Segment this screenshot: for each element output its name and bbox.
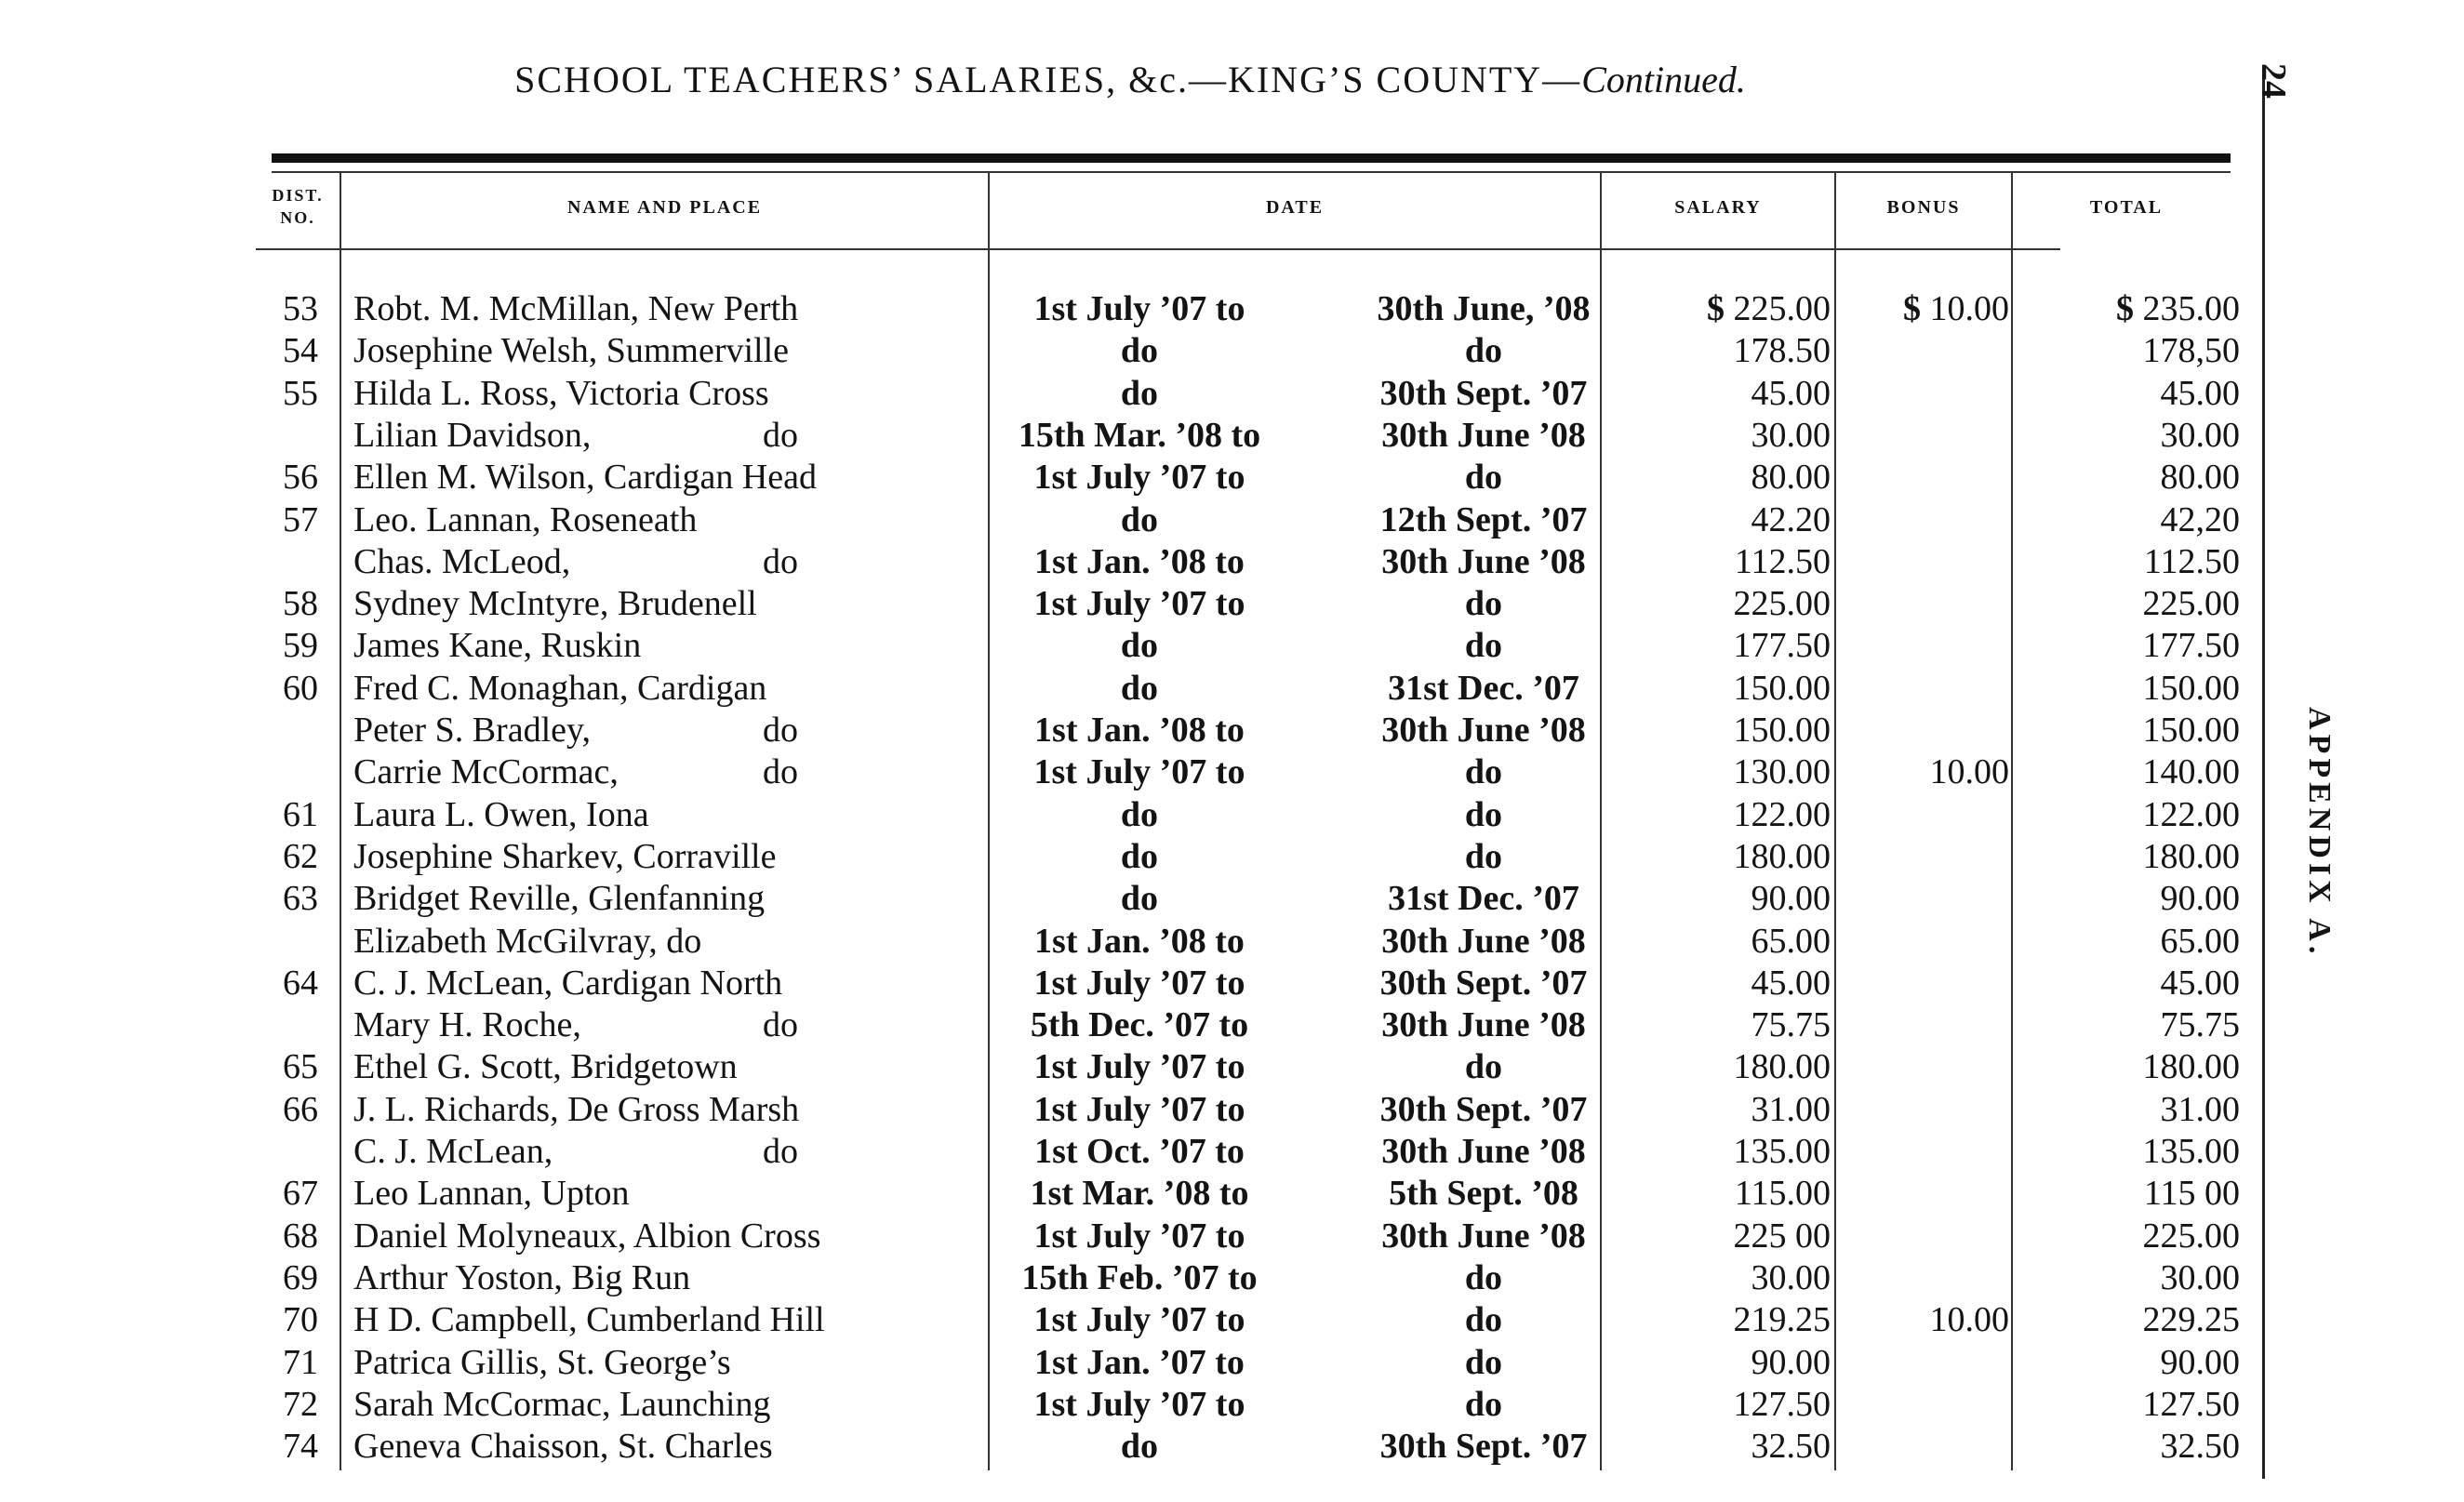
salary-cell: 219.25 — [1733, 1300, 1831, 1340]
date-to-cell: do — [1464, 752, 1503, 792]
dist-no-cell: 65 — [283, 1047, 318, 1087]
salary-cell: 32.50 — [1751, 1427, 1831, 1467]
salary-cell: 150.00 — [1733, 668, 1831, 708]
total-cell: 65.00 — [2160, 921, 2240, 961]
total-cell: $ 235.00 — [2116, 289, 2240, 328]
table-row — [0, 1089, 2260, 1131]
place-ditto-cell: do — [763, 1005, 798, 1045]
bonus-cell: $ 10.00 — [1903, 289, 2009, 328]
dist-no-cell: 60 — [283, 668, 318, 708]
date-from-cell: 1st July ’07 to — [1033, 458, 1245, 498]
table-row — [0, 1173, 2260, 1215]
date-from-cell: 1st July ’07 to — [1033, 963, 1245, 1003]
date-from-cell: 1st July ’07 to — [1033, 752, 1245, 792]
total-cell: 122.00 — [2142, 794, 2240, 834]
date-from-cell: 1st July ’07 to — [1033, 289, 1245, 328]
name-cell: Robt. M. McMillan, New Perth — [353, 289, 799, 328]
name-cell: Laura L. Owen, Iona — [353, 794, 649, 834]
table-row — [0, 751, 2260, 793]
date-from-cell: 1st Jan. ’08 to — [1034, 711, 1245, 750]
table-row — [0, 583, 2260, 625]
salary-cell: 30.00 — [1751, 415, 1831, 455]
page-title-continued: Continued. — [1581, 59, 1746, 100]
dist-no-cell: 67 — [283, 1174, 318, 1214]
date-to-cell: 30th June ’08 — [1381, 415, 1586, 455]
date-to-cell: 30th Sept. ’07 — [1379, 1089, 1588, 1129]
total-cell: 45.00 — [2160, 963, 2240, 1003]
name-cell: Chas. McLeod, — [353, 541, 571, 581]
dist-no-cell: 69 — [283, 1257, 318, 1297]
salary-cell: 180.00 — [1733, 1047, 1831, 1087]
salary-cell: 178.50 — [1733, 331, 1831, 371]
dist-no-cell: 54 — [283, 331, 318, 371]
name-cell: Peter S. Bradley, — [353, 711, 592, 750]
dist-no-cell: 55 — [283, 373, 318, 413]
name-cell: Ellen M. Wilson, Cardigan Head — [353, 458, 818, 498]
total-cell: 30.00 — [2160, 1257, 2240, 1297]
name-cell: Hilda L. Ross, Victoria Cross — [353, 373, 769, 413]
place-ditto-cell: do — [763, 711, 798, 750]
date-to-cell: 30th June ’08 — [1381, 541, 1586, 581]
date-from-cell: 5th Dec. ’07 to — [1030, 1005, 1249, 1045]
table-row — [0, 710, 2260, 751]
dist-no-cell: 66 — [283, 1089, 318, 1129]
total-cell: 135.00 — [2142, 1132, 2240, 1171]
total-cell: 177.50 — [2142, 626, 2240, 666]
table-row — [0, 1046, 2260, 1088]
name-cell: Arthur Yoston, Big Run — [353, 1257, 691, 1297]
appendix-label: APPENDIX A. — [2302, 707, 2337, 959]
salary-cell: 90.00 — [1751, 1342, 1831, 1382]
date-to-cell: do — [1464, 331, 1503, 371]
name-cell: Geneva Chaisson, St. Charles — [353, 1427, 773, 1467]
date-to-cell: 30th Sept. ’07 — [1379, 373, 1588, 413]
table-row — [0, 836, 2260, 878]
dist-no-cell: 56 — [283, 458, 318, 498]
name-cell: Elizabeth McGilvray, do — [353, 921, 702, 961]
total-cell: 90.00 — [2160, 879, 2240, 919]
name-cell: Sarah McCormac, Launching — [353, 1384, 771, 1424]
table-row — [0, 921, 2260, 963]
header-total: TOTAL — [2089, 197, 2164, 218]
total-cell: 75.75 — [2160, 1005, 2240, 1045]
table-row — [0, 330, 2260, 372]
table-row — [0, 794, 2260, 836]
total-cell: 80.00 — [2160, 458, 2240, 498]
name-cell: Mary H. Roche, — [353, 1005, 581, 1045]
name-cell: Leo Lannan, Upton — [353, 1174, 630, 1214]
date-from-cell: 15th Feb. ’07 to — [1021, 1257, 1258, 1297]
date-from-cell: 1st July ’07 to — [1033, 1047, 1245, 1087]
salary-cell: 177.50 — [1733, 626, 1831, 666]
date-to-cell: 30th Sept. ’07 — [1379, 1427, 1588, 1467]
salary-cell: 122.00 — [1733, 794, 1831, 834]
salary-cell: 130.00 — [1733, 752, 1831, 792]
date-to-cell: 30th June ’08 — [1381, 1005, 1586, 1045]
salary-cell: 45.00 — [1751, 963, 1831, 1003]
table-row — [0, 499, 2260, 541]
table-row — [0, 541, 2260, 583]
name-cell: Fred C. Monaghan, Cardigan — [353, 668, 767, 708]
dist-no-cell: 61 — [283, 794, 318, 834]
table-row — [0, 1384, 2260, 1426]
date-to-cell: 30th June ’08 — [1381, 711, 1586, 750]
dist-no-cell: 59 — [283, 626, 318, 666]
total-cell: 180.00 — [2142, 836, 2240, 876]
date-to-cell: do — [1464, 1047, 1503, 1087]
bonus-cell: 10.00 — [1929, 1300, 2009, 1340]
name-cell: Josephine Welsh, Summerville — [353, 331, 790, 371]
total-cell: 180.00 — [2142, 1047, 2240, 1087]
dist-no-cell: 58 — [283, 584, 318, 624]
date-to-cell: 30th June ’08 — [1381, 921, 1586, 961]
date-to-cell: do — [1464, 584, 1503, 624]
date-from-cell: 1st Jan. ’07 to — [1034, 1342, 1245, 1382]
salary-cell: 31.00 — [1751, 1089, 1831, 1129]
date-from-cell: 1st Jan. ’08 to — [1034, 541, 1245, 581]
table-row — [0, 1426, 2260, 1468]
table-row — [0, 1342, 2260, 1384]
table-row — [0, 1216, 2260, 1257]
date-from-cell: 1st Jan. ’08 to — [1034, 921, 1245, 961]
date-from-cell: 1st July ’07 to — [1033, 584, 1245, 624]
total-cell: 32.50 — [2160, 1427, 2240, 1467]
header-rule-bottom — [256, 248, 2060, 250]
salary-cell: 30.00 — [1751, 1257, 1831, 1297]
total-cell: 112.50 — [2143, 541, 2240, 581]
date-from-cell: do — [1120, 836, 1159, 876]
dist-no-cell: 64 — [283, 963, 318, 1003]
date-from-cell: do — [1120, 331, 1159, 371]
dist-no-cell: 72 — [283, 1384, 318, 1424]
total-cell: 127.50 — [2142, 1384, 2240, 1424]
salary-cell: 112.50 — [1734, 541, 1831, 581]
table-row — [0, 878, 2260, 920]
date-from-cell: do — [1120, 879, 1159, 919]
dist-no-cell: 53 — [283, 289, 318, 328]
total-cell: 229.25 — [2142, 1300, 2240, 1340]
date-from-cell: 15th Mar. ’08 to — [1018, 415, 1261, 455]
date-from-cell: 1st July ’07 to — [1033, 1384, 1245, 1424]
bonus-cell: 10.00 — [1929, 752, 2009, 792]
date-from-cell: do — [1120, 794, 1159, 834]
date-to-cell: do — [1464, 1300, 1503, 1340]
date-to-cell: do — [1464, 1342, 1503, 1382]
table-row — [0, 457, 2260, 498]
header-bonus: BONUS — [1886, 197, 1961, 218]
table-row — [0, 1299, 2260, 1341]
name-cell: Josephine Sharkev, Corraville — [353, 836, 777, 876]
table-row — [0, 1131, 2260, 1173]
date-to-cell: do — [1464, 794, 1503, 834]
date-to-cell: 30th June ’08 — [1381, 1216, 1586, 1256]
page-title-main: SCHOOL TEACHERS’ SALARIES, &c.—KING’S COUNTY— — [514, 59, 1582, 100]
header-dist-no: DIST. NO. — [272, 186, 324, 227]
date-to-cell: do — [1464, 836, 1503, 876]
dist-no-cell: 68 — [283, 1216, 318, 1256]
page-edge-rule — [2262, 73, 2265, 1479]
place-ditto-cell: do — [763, 1132, 798, 1171]
date-from-cell: 1st July ’07 to — [1033, 1216, 1245, 1256]
name-cell: Patrica Gillis, St. George’s — [353, 1342, 731, 1382]
date-from-cell: do — [1120, 1427, 1159, 1467]
salary-cell: 150.00 — [1733, 711, 1831, 750]
salary-cell: 80.00 — [1751, 458, 1831, 498]
header-salary: SALARY — [1674, 197, 1762, 218]
name-cell: Ethel G. Scott, Bridgetown — [353, 1047, 738, 1087]
salary-cell: 225.00 — [1733, 584, 1831, 624]
total-cell: 150.00 — [2142, 711, 2240, 750]
total-cell: 178,50 — [2142, 331, 2240, 371]
header-rule-top — [272, 171, 2231, 173]
salary-cell: 135.00 — [1733, 1132, 1831, 1171]
dist-no-cell: 74 — [283, 1427, 318, 1467]
total-cell: 140.00 — [2142, 752, 2240, 792]
date-to-cell: 30th June ’08 — [1381, 1132, 1586, 1171]
place-ditto-cell: do — [763, 415, 798, 455]
salary-cell: 127.50 — [1733, 1384, 1831, 1424]
name-cell: Bridget Reville, Glenfanning — [353, 879, 766, 919]
table-row — [0, 1004, 2260, 1046]
dist-no-cell: 70 — [283, 1300, 318, 1340]
name-cell: Leo. Lannan, Roseneath — [353, 499, 698, 539]
table-row — [0, 373, 2260, 415]
header-date: DATE — [1265, 197, 1325, 218]
page-title — [0, 58, 2260, 101]
dist-no-cell: 71 — [283, 1342, 318, 1382]
date-to-cell: 5th Sept. ’08 — [1389, 1174, 1578, 1214]
date-to-cell: do — [1464, 1384, 1503, 1424]
name-cell: J. L. Richards, De Gross Marsh — [353, 1089, 800, 1129]
table-row — [0, 288, 2260, 330]
dist-no-cell: 63 — [283, 879, 318, 919]
date-to-cell: do — [1464, 1257, 1503, 1297]
total-cell: 31.00 — [2160, 1089, 2240, 1129]
date-from-cell: 1st Mar. ’08 to — [1030, 1174, 1249, 1214]
name-cell: Carrie McCormac, — [353, 752, 619, 792]
date-to-cell: 30th Sept. ’07 — [1379, 963, 1588, 1003]
salary-cell: 115.00 — [1734, 1174, 1831, 1214]
header-rule-thick — [272, 153, 2231, 163]
dist-no-cell: 57 — [283, 499, 318, 539]
salary-cell: 42.20 — [1751, 499, 1831, 539]
date-from-cell: 1st July ’07 to — [1033, 1089, 1245, 1129]
salary-cell: 45.00 — [1751, 373, 1831, 413]
table-row — [0, 625, 2260, 667]
salary-cell: 90.00 — [1751, 879, 1831, 919]
total-cell: 115 00 — [2143, 1174, 2240, 1214]
table-row — [0, 1257, 2260, 1299]
name-cell: C. J. McLean, Cardigan North — [353, 963, 783, 1003]
date-from-cell: do — [1120, 626, 1159, 666]
date-from-cell: 1st July ’07 to — [1033, 1300, 1245, 1340]
salary-cell: 180.00 — [1733, 836, 1831, 876]
date-from-cell: do — [1120, 668, 1159, 708]
date-from-cell: 1st Oct. ’07 to — [1034, 1132, 1245, 1171]
date-to-cell: 12th Sept. ’07 — [1379, 499, 1588, 539]
name-cell: H D. Campbell, Cumberland Hill — [353, 1300, 825, 1340]
total-cell: 150.00 — [2142, 668, 2240, 708]
salary-cell: $ 225.00 — [1707, 289, 1831, 328]
name-cell: Lilian Davidson, — [353, 415, 592, 455]
salary-cell: 65.00 — [1751, 921, 1831, 961]
table-row — [0, 668, 2260, 710]
name-cell: Daniel Molyneaux, Albion Cross — [353, 1216, 821, 1256]
salary-cell: 225 00 — [1733, 1216, 1831, 1256]
total-cell: 42,20 — [2160, 499, 2240, 539]
date-from-cell: do — [1120, 373, 1159, 413]
total-cell: 225.00 — [2142, 1216, 2240, 1256]
date-to-cell: do — [1464, 458, 1503, 498]
name-cell: Sydney McIntyre, Brudenell — [353, 584, 757, 624]
date-to-cell: do — [1464, 626, 1503, 666]
place-ditto-cell: do — [763, 752, 798, 792]
page-number: 24 — [2254, 63, 2293, 99]
table-row — [0, 963, 2260, 1004]
total-cell: 30.00 — [2160, 415, 2240, 455]
place-ditto-cell: do — [763, 541, 798, 581]
date-from-cell: do — [1120, 499, 1159, 539]
table-row — [0, 415, 2260, 457]
date-to-cell: 31st Dec. ’07 — [1388, 668, 1579, 708]
header-name-and-place: NAME AND PLACE — [566, 197, 763, 218]
salary-cell: 75.75 — [1751, 1005, 1831, 1045]
name-cell: James Kane, Ruskin — [353, 626, 642, 666]
total-cell: 90.00 — [2160, 1342, 2240, 1382]
date-to-cell: 30th June, ’08 — [1377, 289, 1591, 328]
date-to-cell: 31st Dec. ’07 — [1388, 879, 1579, 919]
name-cell: C. J. McLean, — [353, 1132, 553, 1171]
total-cell: 225.00 — [2142, 584, 2240, 624]
dist-no-cell: 62 — [283, 836, 318, 876]
total-cell: 45.00 — [2160, 373, 2240, 413]
